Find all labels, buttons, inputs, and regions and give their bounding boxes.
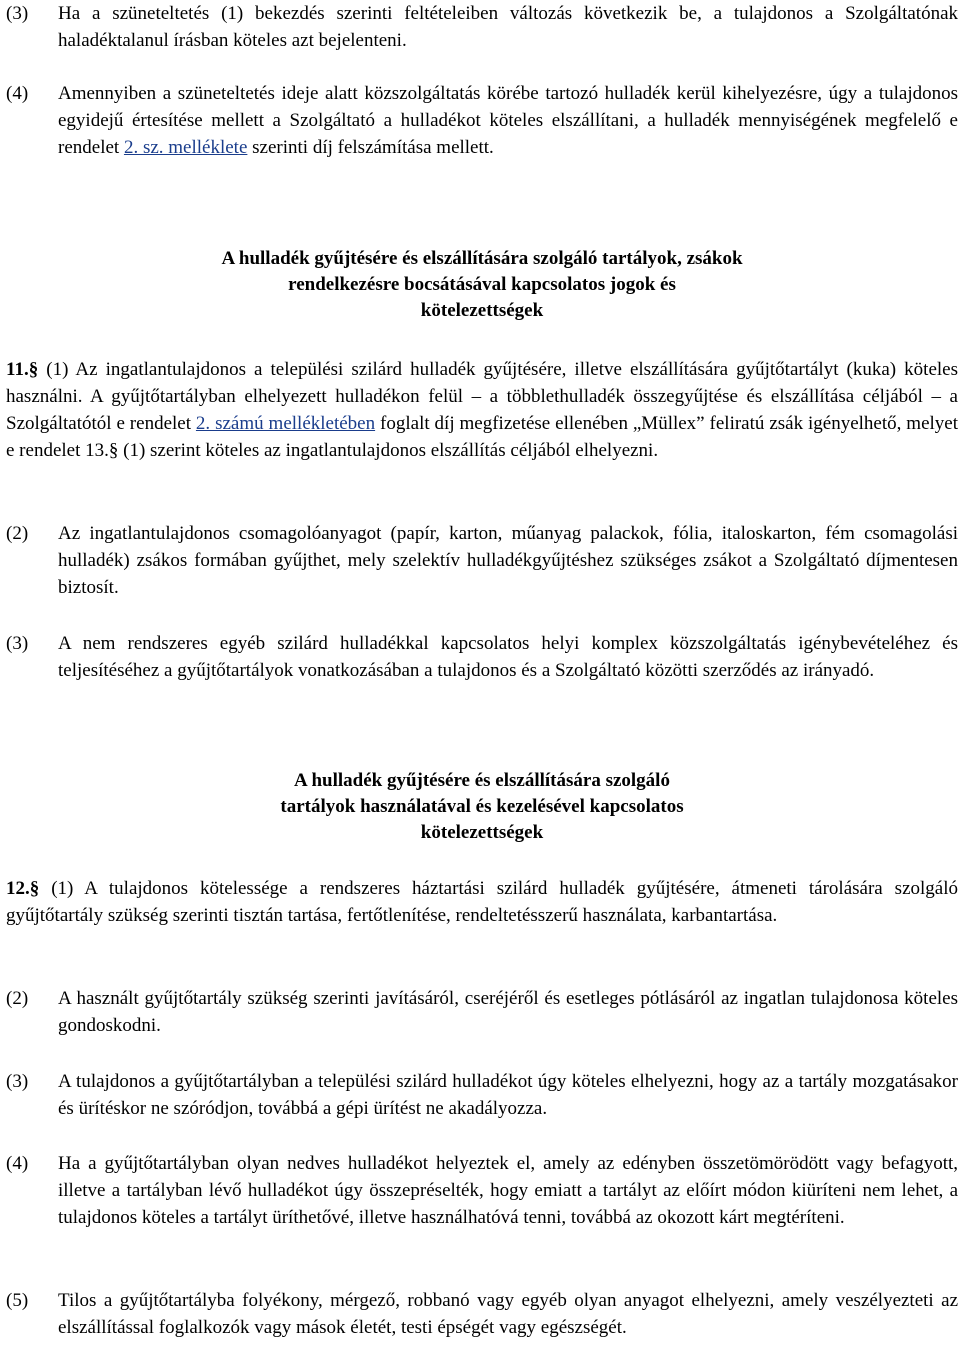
- paragraph-text-part: szerinti díj felszámítása mellett.: [247, 137, 494, 158]
- paragraph-text-part: Amennyiben a szüneteltetés ideje alatt közszolgáltatás körébe tartozó hulladék kerül kihelyezésre, úgy a tulajdonos egyidejű értesítése mellett a Szolgáltató a hulladékot köteles elszállítani, a hulladék mennyiségének megfelelő e rendelet: [58, 83, 958, 158]
- paragraph-text: A tulajdonos a gyűjtőtartályban a települési szilárd hulladékot úgy köteles elhelyezni, hogy az a tartály mozgatásakor és ürítéskor ne szóródjon, továbbá a gépi ürítést ne akadályozza.: [58, 1071, 958, 1119]
- paragraph-text-part: (1) Az ingatlantulajdonos a települési szilárd hulladék gyűjtésére, illetve elszállítására gyűjtőtartályt (kuka) köteles használni. A gyűjtőtartályban elhelyezett hulladékon felül – a többlethulladék összegyűjtése és elszállítása céljából – a Szolgáltatótól e rendelet: [6, 359, 958, 434]
- paragraph-number: (3): [6, 1071, 29, 1092]
- paragraph-4: [6, 80, 958, 161]
- heading-line: A hulladék gyűjtésére és elszállítására szolgáló: [294, 770, 670, 791]
- paragraph-text: Ha a gyűjtőtartályban olyan nedves hulladékot helyeztek el, amely az edényben összetömörödött vagy befagyott, illetve a tartályban lévő hulladékot úgy összepréselték, hogy emiatt a tartályt az előírt módon kiüríteni nem lehet, a tulajdonos köteles a tartályt üríthetővé, illetve használhatóvá tenni, továbbá az okozott kárt megtéríteni.: [58, 1153, 958, 1228]
- heading-line: kötelezettségek: [420, 822, 544, 843]
- annex-link[interactable]: 2. számú mellékletében: [195, 413, 376, 434]
- paragraph-text: [6, 359, 958, 461]
- section-12-paragraph-3: [6, 1068, 958, 1122]
- annex-link[interactable]: 2. sz. melléklete: [123, 137, 248, 158]
- section-12-paragraph-4: [6, 1150, 958, 1231]
- paragraph-text: Ha a szüneteltetés (1) bekezdés szerinti feltételeiben változás következik be, a tulajdonos a Szolgáltatónak haladéktalanul írásban köteles azt bejelenteni.: [58, 3, 958, 51]
- heading-line: A hulladék gyűjtésére és elszállítására szolgáló tartályok, zsákok: [221, 248, 743, 269]
- paragraph-number: (2): [6, 988, 29, 1009]
- heading-line: rendelkezésre bocsátásával kapcsolatos jogok és: [288, 274, 676, 295]
- section-11-paragraph-3: [6, 630, 958, 684]
- paragraph-number: (3): [6, 633, 29, 654]
- heading-line: kötelezettségek: [420, 300, 544, 321]
- paragraph-number: (3): [6, 3, 29, 24]
- section-12-paragraph-5: [6, 1287, 958, 1341]
- section-number: 12.§: [6, 878, 40, 899]
- paragraph-number: (5): [6, 1290, 29, 1311]
- paragraph-text-part: foglalt díj megfizetése ellenében „Müllex” feliratú zsák igényelhető, melyet e rendelet 13.§ (1) szerint köteles az ingatlantulajdonos elszállítás céljából elhelyezni.: [6, 413, 959, 461]
- paragraph-number: (4): [6, 83, 29, 104]
- heading-line: tartályok használatával és kezelésével kapcsolatos: [280, 796, 684, 817]
- paragraph-3: [6, 0, 958, 54]
- section-11: [6, 356, 958, 464]
- paragraph-text: Az ingatlantulajdonos csomagolóanyagot (papír, karton, műanyag palackok, fólia, italoskarton, fém csomagolási hulladék) zsákos formában gyűjthet, mely szelektív hulladékgyűjtéshez szükséges zsákot a Szolgáltató díjmentesen biztosít.: [58, 523, 958, 598]
- paragraph-text: A nem rendszeres egyéb szilárd hulladékkal kapcsolatos helyi komplex közszolgáltatás igénybevételéhez és teljesítéséhez a gyűjtőtartályok vonatkozásában a tulajdonos és a Szolgáltató közötti szerződés az irányadó.: [58, 633, 958, 681]
- paragraph-text: (1) A tulajdonos kötelessége a rendszeres háztartási szilárd hulladék gyűjtésére, átmeneti tárolására szolgáló gyűjtőtartály szükség szerinti tisztán tartása, fertőtlenítése, rendeltetésszerű használata, karbantartása.: [6, 878, 958, 926]
- section-heading: [6, 246, 958, 324]
- section-11-paragraph-2: [6, 520, 958, 601]
- section-heading: [6, 768, 958, 846]
- paragraph-number: (2): [6, 523, 29, 544]
- paragraph-number: (4): [6, 1153, 29, 1174]
- section-12: [6, 875, 958, 929]
- paragraph-text: A használt gyűjtőtartály szükség szerinti javításáról, cseréjéről és esetleges pótlásáról az ingatlan tulajdonosa köteles gondoskodni.: [58, 988, 958, 1036]
- section-12-paragraph-2: [6, 985, 958, 1039]
- paragraph-text: [6, 80, 958, 161]
- section-number: 11.§: [6, 359, 39, 380]
- paragraph-text: Tilos a gyűjtőtartályba folyékony, mérgező, robbanó vagy egyéb olyan anyagot elhelyezni, amely veszélyezteti az elszállítással foglalkozók vagy mások életét, testi épségét vagy egészségét.: [58, 1290, 958, 1338]
